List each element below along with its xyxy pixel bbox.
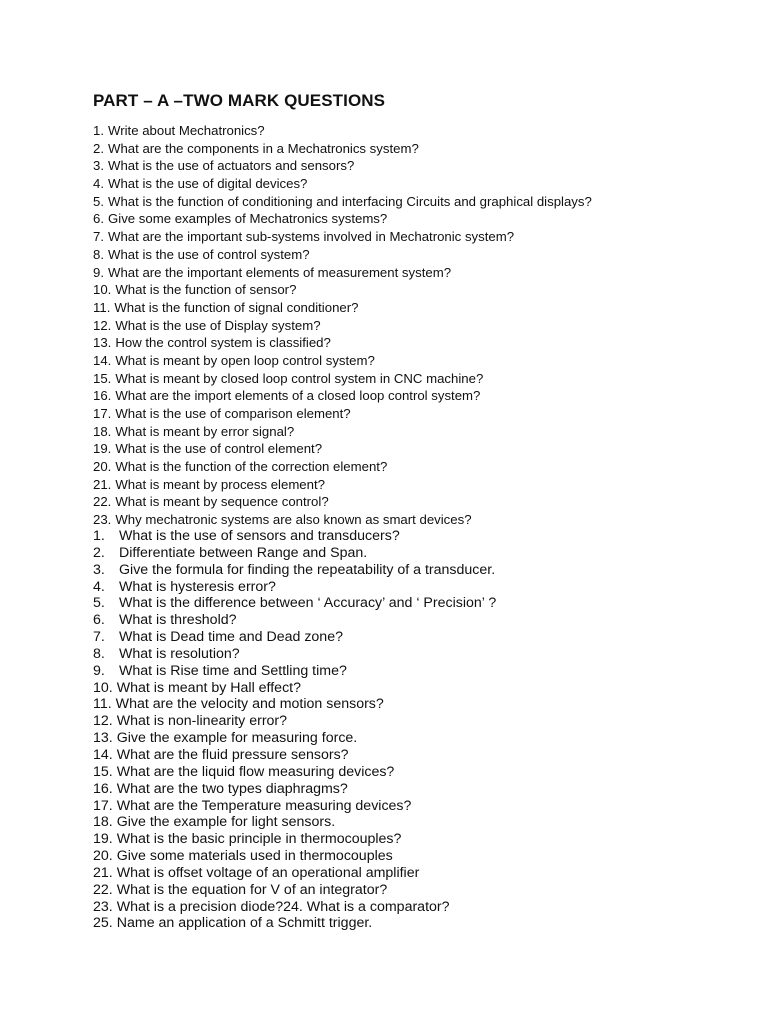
question-text: What are the components in a Mechatronics system? bbox=[108, 140, 419, 156]
question-item bbox=[93, 193, 592, 211]
question-item bbox=[93, 210, 592, 228]
question-number: 14. bbox=[93, 352, 112, 368]
question-text: What are the important elements of measurement system? bbox=[108, 264, 452, 280]
question-item bbox=[93, 157, 592, 175]
question-item bbox=[93, 764, 496, 781]
question-text: What is a precision diode?24. What is a comparator? bbox=[116, 898, 450, 915]
question-number: 16. bbox=[93, 388, 112, 404]
question-text: What is meant by process element? bbox=[115, 476, 325, 492]
question-item bbox=[93, 915, 496, 932]
question-item bbox=[93, 140, 592, 158]
question-number: 17. bbox=[93, 406, 112, 421]
question-number: 5. bbox=[93, 595, 105, 612]
question-number: 4. bbox=[93, 578, 105, 595]
question-number: 7. bbox=[93, 229, 104, 245]
question-text: What are the Temperature measuring devices? bbox=[116, 797, 412, 814]
question-text: What is meant by Hall effect? bbox=[116, 679, 301, 696]
question-number: 18. bbox=[93, 423, 112, 439]
question-item bbox=[93, 696, 496, 713]
question-item bbox=[93, 646, 496, 663]
question-item bbox=[93, 423, 592, 441]
question-number: 23. bbox=[93, 898, 113, 915]
question-text: What are the import elements of a closed loop control system? bbox=[115, 388, 481, 404]
question-number: 22. bbox=[93, 881, 113, 898]
question-number: 25. bbox=[93, 915, 113, 932]
question-number: 4. bbox=[93, 176, 104, 192]
question-item bbox=[93, 458, 592, 476]
question-number: 19. bbox=[93, 441, 112, 457]
question-item bbox=[93, 545, 496, 562]
question-text: What are the fluid pressure sensors? bbox=[116, 746, 349, 763]
question-item bbox=[93, 476, 592, 494]
question-item bbox=[93, 663, 496, 680]
question-number: 3. bbox=[93, 561, 105, 578]
question-number: 13. bbox=[93, 730, 113, 747]
question-list-part-a bbox=[93, 122, 592, 529]
question-text: Why mechatronic systems are also known as smart devices? bbox=[115, 512, 472, 528]
question-item bbox=[93, 246, 592, 264]
question-item bbox=[93, 730, 496, 747]
question-number: 7. bbox=[93, 629, 105, 646]
question-text: Differentiate between Range and Span. bbox=[119, 544, 368, 561]
question-item bbox=[93, 629, 496, 646]
question-item bbox=[93, 511, 592, 529]
question-number: 2. bbox=[93, 140, 104, 156]
question-number: 8. bbox=[93, 645, 105, 662]
question-item bbox=[93, 814, 496, 831]
question-item bbox=[93, 264, 592, 282]
question-number: 20. bbox=[93, 459, 112, 475]
question-item bbox=[93, 595, 496, 612]
question-number: 3. bbox=[93, 158, 104, 174]
question-item bbox=[93, 299, 592, 317]
question-text: Give the example for measuring force. bbox=[116, 730, 358, 747]
question-text: What is meant by open loop control system? bbox=[115, 352, 375, 368]
question-item bbox=[93, 493, 592, 511]
question-number: 6. bbox=[93, 612, 105, 629]
question-item bbox=[93, 899, 496, 916]
question-item bbox=[93, 713, 496, 730]
question-text: What is the use of Display system? bbox=[115, 317, 321, 333]
question-text: How the control system is classified? bbox=[115, 335, 331, 351]
question-item bbox=[93, 228, 592, 246]
question-text: What is hysteresis error? bbox=[119, 578, 276, 595]
question-number: 17. bbox=[93, 797, 113, 814]
question-number: 10. bbox=[93, 282, 112, 298]
question-number: 1. bbox=[93, 528, 105, 544]
question-number: 5. bbox=[93, 193, 104, 209]
question-text: What is the function of the correction element? bbox=[115, 459, 388, 475]
question-number: 15. bbox=[93, 370, 112, 386]
question-number: 19. bbox=[93, 831, 113, 848]
question-text: What is the use of actuators and sensors? bbox=[108, 158, 355, 174]
question-text: What is Rise time and Settling time? bbox=[119, 662, 347, 679]
question-item bbox=[93, 848, 496, 865]
question-text: What are the important sub-systems involved in Mechatronic system? bbox=[108, 229, 515, 245]
question-item bbox=[93, 831, 496, 848]
question-text: What are the velocity and motion sensors? bbox=[115, 696, 384, 713]
question-number: 12. bbox=[93, 713, 113, 730]
question-item bbox=[93, 612, 496, 629]
question-text: What is the use of comparison element? bbox=[115, 406, 351, 421]
question-item bbox=[93, 680, 496, 697]
question-item bbox=[93, 317, 592, 335]
question-text: What is the function of signal conditioner? bbox=[114, 299, 359, 315]
question-item bbox=[93, 352, 592, 370]
question-number: 13. bbox=[93, 335, 112, 351]
question-text: What are the two types diaphragms? bbox=[116, 780, 348, 797]
question-text: Give the formula for finding the repeatability of a transducer. bbox=[119, 561, 496, 578]
question-text: What is the function of conditioning and interfacing Circuits and graphical displays? bbox=[108, 193, 592, 209]
question-text: What is the difference between ‘ Accuracy’ and ‘ Precision’ ? bbox=[119, 595, 497, 612]
question-item bbox=[93, 579, 496, 596]
question-number: 20. bbox=[93, 848, 113, 865]
question-number: 16. bbox=[93, 780, 113, 797]
question-list-part-b bbox=[93, 528, 496, 932]
question-item bbox=[93, 440, 592, 458]
question-number: 15. bbox=[93, 763, 113, 780]
question-item bbox=[93, 798, 496, 815]
question-number: 12. bbox=[93, 317, 112, 333]
question-text: Name an application of a Schmitt trigger. bbox=[116, 915, 373, 932]
question-item bbox=[93, 405, 592, 423]
question-number: 22. bbox=[93, 494, 112, 510]
question-item bbox=[93, 562, 496, 579]
question-item bbox=[93, 528, 496, 545]
question-number: 21. bbox=[93, 864, 113, 881]
question-number: 23. bbox=[93, 512, 112, 528]
question-text: What is the use of control element? bbox=[115, 441, 323, 457]
question-text: What is the use of digital devices? bbox=[108, 176, 308, 192]
question-text: Give some examples of Mechatronics systems? bbox=[108, 211, 388, 227]
question-number: 18. bbox=[93, 814, 113, 831]
question-item bbox=[93, 882, 496, 899]
question-number: 1. bbox=[93, 123, 104, 138]
question-item bbox=[93, 370, 592, 388]
question-text: What is meant by error signal? bbox=[115, 423, 295, 439]
question-number: 6. bbox=[93, 211, 104, 227]
question-number: 21. bbox=[93, 476, 112, 492]
question-item bbox=[93, 281, 592, 299]
question-text: What are the liquid flow measuring devices? bbox=[116, 763, 395, 780]
question-text: What is meant by sequence control? bbox=[115, 494, 329, 510]
question-item bbox=[93, 334, 592, 352]
question-number: 10. bbox=[93, 679, 113, 696]
question-text: What is resolution? bbox=[119, 645, 240, 662]
question-item bbox=[93, 122, 592, 140]
question-number: 11. bbox=[93, 299, 111, 315]
question-text: What is the equation for V of an integrator? bbox=[116, 881, 388, 898]
question-text: What is the use of sensors and transducers? bbox=[119, 528, 400, 544]
question-item bbox=[93, 175, 592, 193]
question-text: What is offset voltage of an operational amplifier bbox=[116, 864, 420, 881]
question-number: 8. bbox=[93, 246, 104, 262]
question-text: What is threshold? bbox=[119, 612, 237, 629]
question-number: 9. bbox=[93, 264, 104, 280]
question-item bbox=[93, 387, 592, 405]
question-text: Write about Mechatronics? bbox=[108, 123, 265, 138]
question-text: What is the basic principle in thermocouples? bbox=[116, 831, 402, 848]
question-number: 14. bbox=[93, 746, 113, 763]
question-text: What is Dead time and Dead zone? bbox=[119, 629, 343, 646]
question-text: What is the use of control system? bbox=[108, 246, 310, 262]
question-text: Give the example for light sensors. bbox=[116, 814, 336, 831]
question-text: What is the function of sensor? bbox=[115, 282, 297, 298]
question-item bbox=[93, 865, 496, 882]
question-item bbox=[93, 781, 496, 798]
page-title: PART – A –TWO MARK QUESTIONS bbox=[93, 91, 386, 110]
question-text: Give some materials used in thermocouples bbox=[116, 848, 393, 865]
question-item bbox=[93, 747, 496, 764]
question-text: What is non-linearity error? bbox=[116, 713, 288, 730]
question-number: 2. bbox=[93, 544, 105, 561]
question-number: 9. bbox=[93, 662, 105, 679]
question-number: 11. bbox=[93, 696, 112, 713]
question-text: What is meant by closed loop control system in CNC machine? bbox=[115, 370, 484, 386]
